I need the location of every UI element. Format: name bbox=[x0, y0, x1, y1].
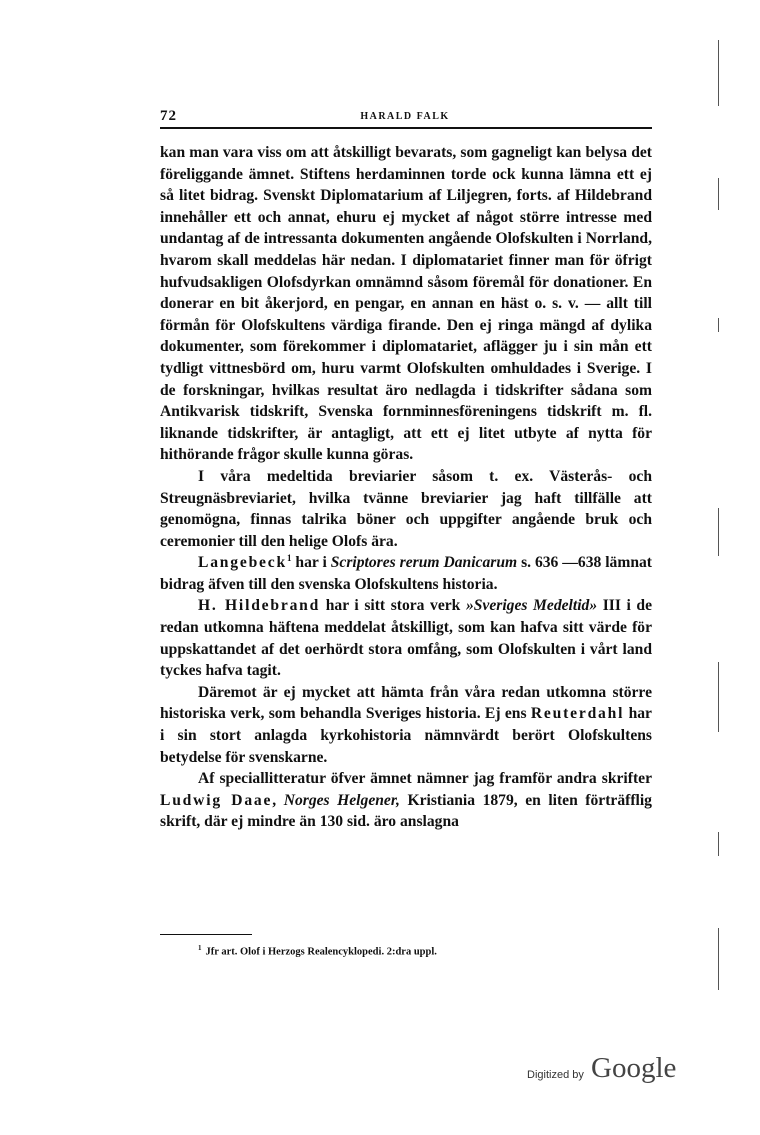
running-title: HARALD FALK bbox=[360, 111, 450, 122]
author-name-daae: Ludwig Daae bbox=[160, 791, 273, 809]
paragraph-6-text-end: Kristiania 1879, en liten förträfflig skrift, där ej mindre än 130 sid. äro anslagna bbox=[160, 791, 652, 831]
scan-edge-mark bbox=[718, 662, 719, 732]
scan-edge-mark bbox=[718, 928, 719, 990]
author-name-langebeck: Langebeck bbox=[198, 554, 287, 572]
digitized-by-google-watermark bbox=[527, 1052, 697, 1092]
scan-edge-mark bbox=[718, 508, 719, 556]
google-logo: Google bbox=[591, 1052, 677, 1084]
scan-edge-mark bbox=[718, 40, 719, 106]
scan-edge-mark bbox=[718, 178, 719, 210]
paragraph-4-text: har i sitt stora verk bbox=[320, 597, 466, 615]
header-rule bbox=[160, 127, 652, 129]
author-name-hildebrand: H. Hildebrand bbox=[198, 597, 321, 615]
paragraph-3 bbox=[160, 552, 652, 595]
paragraph-6 bbox=[160, 768, 652, 833]
page-header bbox=[160, 108, 650, 128]
paragraph-2: I våra medeltida breviarier såsom t. ex. Västerås- och Streugnäsbreviariet, hvilka tvänne breviarier jag haft tillfälle att genomögna, finnas talrika böner och uppgifter angående bruk och ceremonier till den helige Olofs ära. bbox=[160, 467, 652, 550]
body-text bbox=[160, 142, 652, 833]
paragraph-6-sep: , bbox=[272, 791, 284, 809]
footnote-mark: 1 bbox=[198, 944, 202, 952]
paragraph-6-text: Af speciallitteratur öfver ämnet nämner jag framför andra skrifter bbox=[198, 770, 652, 788]
page-number: 72 bbox=[160, 108, 177, 124]
footnote bbox=[198, 944, 648, 958]
paragraph-5-text: Däremot är ej mycket att hämta från våra redan utkomna större historiska verk, som behandla Sveriges historia. Ej ens bbox=[160, 683, 652, 723]
paragraph-3-text: har i bbox=[291, 554, 331, 572]
paragraph-3-text-end: s. 636 —638 lämnat bidrag äfven till den svenska Olofskultens historia. bbox=[160, 554, 653, 593]
work-title-scriptores: Scriptores rerum Danicarum bbox=[330, 554, 518, 572]
author-name-reuterdahl: Reuterdahl bbox=[530, 705, 625, 723]
watermark-small-text: Digitized by bbox=[527, 1069, 584, 1081]
paragraph-5-text-end: har i sin stort anlagda kyrkohistoria nämnvärdt berört Olofskultens betydelse för svenskarne. bbox=[160, 705, 652, 766]
scan-edge-mark bbox=[718, 832, 719, 856]
paragraph-1: kan man vara viss om att åtskilligt bevarats, som gagneligt kan belysa det föreliggande ämnet. Stiftens herdaminnen torde ock kunna lämna ett ej så litet bidrag. Svenskt Diplomatarium af Liljegren, forts. af Hildebrand innehåller ett och annat, ehuru ej mycket af något större intresse med undantag af de intressanta dokumenten angående Olofskulten i Norrland, hvarom skall meddelas här nedan. I diplomatariet finner man för öfrigt hufvudsakligen Olofsdyrkan omnämnd såsom föremål för donationer. En donerar en bit åkerjord, en pengar, en annan en häst o. s. v. — allt till förmån för Olofskultens värdiga firande. Den ej ringa mängd af dylika dokumenter, som förekommer i diplomatariet, aflägger ju i sin mån ett tydligt vittnesbörd om, huru varmt Olofskulten omhuldades i Sverige. I de forskningar, hvilkas resultat äro nedlagda i tidskrifter sådana som Antikvarisk tidskrift, Svenska fornminnesföreningens tidskrift m. fl. liknande tidskrifter, är antagligt, att ett ej litet utbyte af nytta för hithörande frågor skulle kunna göras. bbox=[160, 144, 652, 464]
work-title-norges-helgener: Norges Helgener, bbox=[283, 791, 400, 809]
scan-edge-mark bbox=[718, 318, 719, 332]
work-title-medeltid: »Sveriges Medeltid» bbox=[465, 597, 598, 615]
paragraph-4 bbox=[160, 595, 652, 681]
footnote-reference: 1 bbox=[286, 553, 292, 564]
footnote-text: Jfr art. Olof i Herzogs Realencyklopedi. 2:dra uppl. bbox=[205, 946, 437, 958]
footnote-rule bbox=[160, 934, 252, 935]
paragraph-5 bbox=[160, 682, 652, 768]
paragraph-4-text-end: III i de redan utkomna häftena meddelat åtskilligt, som kan hafva sitt värde för uppskattandet af det oerhördt stora omfång, som Olofskulten i vårt land tyckes hafva tagit. bbox=[160, 597, 653, 680]
